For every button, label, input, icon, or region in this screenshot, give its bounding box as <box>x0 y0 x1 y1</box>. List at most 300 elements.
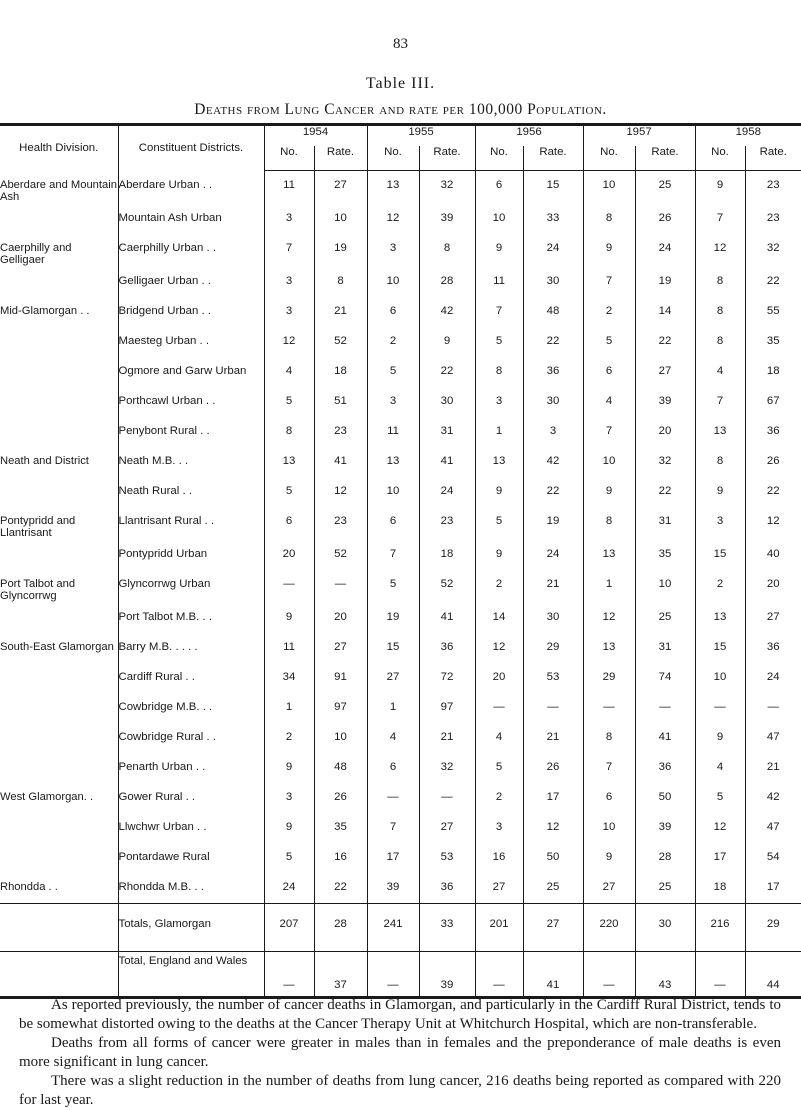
rate-cell: — <box>745 693 801 723</box>
deaths-cell: — <box>583 693 635 723</box>
deaths-cell: 3 <box>475 813 523 843</box>
total-rate-cell: 27 <box>523 903 583 951</box>
deaths-cell: 27 <box>583 873 635 904</box>
district-cell: Pontypridd Urban <box>118 540 264 570</box>
deaths-cell: 2 <box>475 783 523 813</box>
rate-cell: 41 <box>314 447 367 477</box>
district-cell: Aberdare Urban . . <box>118 171 264 204</box>
rate-cell: 19 <box>523 507 583 540</box>
deaths-cell: 10 <box>583 171 635 204</box>
rate-cell: 22 <box>523 327 583 357</box>
year-header: 1956 <box>475 125 583 147</box>
rate-header: Rate. <box>314 146 367 171</box>
rate-cell: 22 <box>745 477 801 507</box>
deaths-cell: 6 <box>367 297 419 327</box>
deaths-cell: 7 <box>583 417 635 447</box>
deaths-cell: 13 <box>367 447 419 477</box>
totals-label: Total, England and Wales <box>118 951 264 997</box>
totals-row <box>0 951 801 997</box>
deaths-cell: 12 <box>695 813 745 843</box>
rate-cell: 17 <box>745 873 801 904</box>
rate-cell: 35 <box>745 327 801 357</box>
rate-cell: 12 <box>745 507 801 540</box>
health-division-cell: Caerphilly and Gelligaer <box>0 241 72 266</box>
rate-cell: 20 <box>745 570 801 603</box>
health-division-cell: Pontypridd and Llantrisant <box>0 514 76 539</box>
deaths-cell: 20 <box>264 540 314 570</box>
paragraph: There was a slight reduction in the number of deaths from lung cancer, 216 deaths being reported as compared with 220 for last year. <box>19 1073 781 1108</box>
health-division-cell <box>0 540 118 570</box>
deaths-cell: 4 <box>583 387 635 417</box>
rate-cell: 39 <box>635 813 695 843</box>
total-rate-cell: 30 <box>635 903 695 951</box>
deaths-cell: 6 <box>264 507 314 540</box>
rate-cell: 3 <box>523 417 583 447</box>
rate-cell: 23 <box>314 417 367 447</box>
total-rate-cell: 29 <box>745 903 801 951</box>
deaths-cell: 1 <box>475 417 523 447</box>
deaths-cell: 5 <box>264 843 314 873</box>
rate-cell: 47 <box>745 723 801 753</box>
rate-cell: 27 <box>314 633 367 663</box>
deaths-cell: 16 <box>475 843 523 873</box>
health-division-cell <box>0 327 118 357</box>
deaths-cell: 29 <box>583 663 635 693</box>
rate-cell: 22 <box>419 357 475 387</box>
rate-cell: 16 <box>314 843 367 873</box>
total-rate-cell: 44 <box>745 951 801 997</box>
rate-cell: 39 <box>419 204 475 234</box>
rate-cell: 50 <box>523 843 583 873</box>
rate-cell: 18 <box>314 357 367 387</box>
total-deaths-cell: — <box>475 951 523 997</box>
table-row <box>0 570 801 603</box>
rate-cell: 22 <box>523 477 583 507</box>
table-subtitle <box>0 101 801 119</box>
rate-header: Rate. <box>419 146 475 171</box>
rate-cell: 22 <box>635 327 695 357</box>
rate-cell: 31 <box>419 417 475 447</box>
table-row <box>0 843 801 873</box>
table-row <box>0 507 801 540</box>
deaths-cell: 9 <box>583 234 635 267</box>
rate-cell: 91 <box>314 663 367 693</box>
health-division-cell: South-East Glamorgan <box>0 640 114 653</box>
rate-cell: 25 <box>523 873 583 904</box>
district-cell: Gelligaer Urban . . <box>118 267 264 297</box>
rate-cell: 20 <box>635 417 695 447</box>
district-cell: Pontardawe Rural <box>118 843 264 873</box>
health-division-cell: Aberdare and Mountain Ash <box>0 178 117 203</box>
rate-cell: 36 <box>745 633 801 663</box>
rate-cell: 32 <box>635 447 695 477</box>
no-header: No. <box>367 146 419 171</box>
deaths-cell: 7 <box>695 204 745 234</box>
health-division-cell <box>0 603 118 633</box>
total-deaths-cell: 207 <box>264 903 314 951</box>
rate-cell: 23 <box>745 171 801 204</box>
district-cell: Rhondda M.B. . . <box>118 873 264 904</box>
table-row <box>0 693 801 723</box>
deaths-cell: 7 <box>264 234 314 267</box>
district-cell: Llantrisant Rural . . <box>118 507 264 540</box>
total-rate-cell: 41 <box>523 951 583 997</box>
rate-cell: 48 <box>314 753 367 783</box>
rate-cell: 52 <box>314 327 367 357</box>
rate-cell: 51 <box>314 387 367 417</box>
district-cell: Ogmore and Garw Urban <box>118 357 264 387</box>
deaths-cell: 2 <box>475 570 523 603</box>
deaths-cell: 6 <box>583 357 635 387</box>
deaths-cell: 5 <box>583 327 635 357</box>
health-division-cell <box>0 753 118 783</box>
deaths-cell: 19 <box>367 603 419 633</box>
deaths-cell: 11 <box>367 417 419 447</box>
health-division-cell <box>0 723 118 753</box>
rate-cell: 10 <box>314 723 367 753</box>
district-cell: Llwchwr Urban . . <box>118 813 264 843</box>
health-division-cell <box>0 477 118 507</box>
deaths-cell: 4 <box>695 753 745 783</box>
rate-cell: 48 <box>523 297 583 327</box>
deaths-cell: 1 <box>367 693 419 723</box>
rate-cell: 30 <box>523 387 583 417</box>
empty-cell <box>0 951 118 997</box>
deaths-cell: 2 <box>583 297 635 327</box>
rate-cell: 26 <box>745 447 801 477</box>
deaths-cell: 3 <box>264 204 314 234</box>
rate-cell: 28 <box>419 267 475 297</box>
deaths-cell: 6 <box>367 753 419 783</box>
deaths-cell: 7 <box>475 297 523 327</box>
deaths-cell: 12 <box>367 204 419 234</box>
rate-cell: 26 <box>314 783 367 813</box>
deaths-cell: 8 <box>695 327 745 357</box>
deaths-cell: 3 <box>264 267 314 297</box>
total-rate-cell: 39 <box>419 951 475 997</box>
rate-cell: 32 <box>419 171 475 204</box>
deaths-cell: — <box>264 570 314 603</box>
table-row <box>0 297 801 327</box>
rate-cell: 36 <box>523 357 583 387</box>
rate-cell: 31 <box>635 507 695 540</box>
health-division-cell: Port Talbot and Glyncorrwg <box>0 577 76 602</box>
deaths-cell: 13 <box>695 417 745 447</box>
deaths-cell: 12 <box>583 603 635 633</box>
paragraph: Deaths from all forms of cancer were greater in males than in females and the preponderance of male deaths is even more significant in lung cancer. <box>19 1035 781 1070</box>
table-row <box>0 723 801 753</box>
deaths-cell: 5 <box>367 357 419 387</box>
deaths-cell: — <box>695 693 745 723</box>
rate-cell: 22 <box>745 267 801 297</box>
rate-cell: 26 <box>523 753 583 783</box>
deaths-cell: 9 <box>583 843 635 873</box>
deaths-cell: 8 <box>264 417 314 447</box>
rate-header: Rate. <box>523 146 583 171</box>
district-cell: Barry M.B. . . . . <box>118 633 264 663</box>
deaths-cell: 9 <box>475 477 523 507</box>
district-cell: Neath Rural . . <box>118 477 264 507</box>
deaths-cell: 3 <box>367 387 419 417</box>
rate-cell: 25 <box>635 603 695 633</box>
rate-cell: 12 <box>523 813 583 843</box>
district-cell: Bridgend Urban . . <box>118 297 264 327</box>
deaths-cell: 10 <box>583 813 635 843</box>
empty-cell <box>0 903 118 951</box>
rate-cell: 19 <box>314 234 367 267</box>
deaths-cell: 11 <box>264 171 314 204</box>
deaths-cell: 9 <box>475 234 523 267</box>
rate-cell: 24 <box>523 540 583 570</box>
deaths-cell: 5 <box>264 477 314 507</box>
rate-cell: 54 <box>745 843 801 873</box>
deaths-cell: 7 <box>367 813 419 843</box>
deaths-cell: 8 <box>583 723 635 753</box>
health-division-cell <box>0 813 118 843</box>
rate-cell: 9 <box>419 327 475 357</box>
rate-cell: 52 <box>314 540 367 570</box>
total-deaths-cell: 241 <box>367 903 419 951</box>
rate-cell: 8 <box>314 267 367 297</box>
deaths-cell: 4 <box>264 357 314 387</box>
deaths-cell: 9 <box>264 813 314 843</box>
health-division-cell: Neath and District <box>0 454 89 467</box>
deaths-cell: 7 <box>583 753 635 783</box>
rate-cell: 40 <box>745 540 801 570</box>
rate-cell: 14 <box>635 297 695 327</box>
deaths-cell: 17 <box>367 843 419 873</box>
deaths-cell: 7 <box>583 267 635 297</box>
rate-cell: 27 <box>314 171 367 204</box>
deaths-cell: 18 <box>695 873 745 904</box>
table-title: Table III. <box>365 75 436 92</box>
deaths-cell: 3 <box>695 507 745 540</box>
table-row <box>0 327 801 357</box>
total-deaths-cell: — <box>264 951 314 997</box>
total-deaths-cell: — <box>695 951 745 997</box>
rate-cell: 36 <box>419 633 475 663</box>
health-division-cell: Rhondda . . <box>0 880 58 893</box>
rate-cell: 33 <box>523 204 583 234</box>
rate-cell: 35 <box>314 813 367 843</box>
deaths-cell: 3 <box>264 783 314 813</box>
table-row <box>0 267 801 297</box>
deaths-cell: 10 <box>367 477 419 507</box>
year-header: 1957 <box>583 125 695 147</box>
no-header: No. <box>475 146 523 171</box>
rate-cell: — <box>314 570 367 603</box>
rate-cell: 41 <box>419 447 475 477</box>
deaths-cell: 13 <box>475 447 523 477</box>
rate-cell: 8 <box>419 234 475 267</box>
district-cell: Penybont Rural . . <box>118 417 264 447</box>
district-cell: Neath M.B. . . <box>118 447 264 477</box>
deaths-cell: — <box>367 783 419 813</box>
rate-cell: 27 <box>635 357 695 387</box>
notes <box>19 996 781 1110</box>
rate-cell: 30 <box>523 603 583 633</box>
table-row <box>0 477 801 507</box>
deaths-cell: 13 <box>583 633 635 663</box>
rate-cell: 25 <box>635 873 695 904</box>
rate-cell: 22 <box>635 477 695 507</box>
page-number: 83 <box>393 36 408 52</box>
deaths-cell: 10 <box>583 447 635 477</box>
deaths-cell: 4 <box>475 723 523 753</box>
deaths-cell: 3 <box>475 387 523 417</box>
total-deaths-cell: 220 <box>583 903 635 951</box>
deaths-cell: 8 <box>695 447 745 477</box>
rate-cell: 41 <box>419 603 475 633</box>
deaths-cell: 9 <box>695 723 745 753</box>
health-division-cell <box>0 387 118 417</box>
deaths-cell: 9 <box>583 477 635 507</box>
deaths-cell: 9 <box>475 540 523 570</box>
deaths-cell: 8 <box>583 204 635 234</box>
rate-cell: 23 <box>745 204 801 234</box>
rate-cell: 47 <box>745 813 801 843</box>
rate-cell: 21 <box>314 297 367 327</box>
deaths-cell: 5 <box>695 783 745 813</box>
table-subtitle-text: Deaths from Lung Cancer and rate per 100,000 Population. <box>194 101 607 118</box>
district-cell: Cowbridge M.B. . . <box>118 693 264 723</box>
lung-cancer-table <box>0 123 801 999</box>
rate-cell: 42 <box>523 447 583 477</box>
deaths-cell: 9 <box>695 171 745 204</box>
deaths-cell: 12 <box>264 327 314 357</box>
deaths-cell: 12 <box>475 633 523 663</box>
total-rate-cell: 43 <box>635 951 695 997</box>
rate-header: Rate. <box>745 146 801 171</box>
rate-cell: 10 <box>635 570 695 603</box>
rate-cell: 18 <box>745 357 801 387</box>
deaths-cell: 5 <box>475 753 523 783</box>
rate-cell: — <box>523 693 583 723</box>
rate-cell: 31 <box>635 633 695 663</box>
rate-cell: 67 <box>745 387 801 417</box>
rate-cell: 42 <box>419 297 475 327</box>
rate-cell: 42 <box>745 783 801 813</box>
deaths-cell: 3 <box>367 234 419 267</box>
total-rate-cell: 37 <box>314 951 367 997</box>
rate-cell: 21 <box>419 723 475 753</box>
deaths-cell: 8 <box>583 507 635 540</box>
rate-cell: 53 <box>419 843 475 873</box>
deaths-cell: 12 <box>695 234 745 267</box>
rate-cell: 24 <box>635 234 695 267</box>
rate-cell: 36 <box>745 417 801 447</box>
no-header: No. <box>583 146 635 171</box>
health-division-cell <box>0 267 118 297</box>
table-row <box>0 540 801 570</box>
deaths-cell: 15 <box>367 633 419 663</box>
rate-cell: 55 <box>745 297 801 327</box>
district-cell: Porthcawl Urban . . <box>118 387 264 417</box>
rate-cell: 24 <box>523 234 583 267</box>
deaths-cell: 10 <box>475 204 523 234</box>
year-header: 1954 <box>264 125 367 147</box>
deaths-cell: 1 <box>583 570 635 603</box>
rate-cell: 10 <box>314 204 367 234</box>
table-row <box>0 633 801 663</box>
deaths-cell: 14 <box>475 603 523 633</box>
table-body <box>0 171 801 998</box>
rate-cell: 35 <box>635 540 695 570</box>
rate-cell: 18 <box>419 540 475 570</box>
totals-label: Totals, Glamorgan <box>118 903 264 951</box>
deaths-cell: 15 <box>695 540 745 570</box>
deaths-cell: 11 <box>475 267 523 297</box>
deaths-cell: 8 <box>695 267 745 297</box>
health-division-cell <box>0 663 118 693</box>
rate-cell: 22 <box>314 873 367 904</box>
health-division-cell <box>0 417 118 447</box>
deaths-cell: 15 <box>695 633 745 663</box>
deaths-cell: 1 <box>264 693 314 723</box>
rate-cell: 26 <box>635 204 695 234</box>
year-header: 1955 <box>367 125 475 147</box>
deaths-cell: 4 <box>695 357 745 387</box>
rate-cell: 74 <box>635 663 695 693</box>
total-deaths-cell: — <box>583 951 635 997</box>
rate-header: Rate. <box>635 146 695 171</box>
district-cell: Penarth Urban . . <box>118 753 264 783</box>
deaths-cell: 13 <box>264 447 314 477</box>
district-cell: Caerphilly Urban . . <box>118 234 264 267</box>
deaths-cell: 9 <box>264 753 314 783</box>
rate-cell: 28 <box>635 843 695 873</box>
district-cell: Gower Rural . . <box>118 783 264 813</box>
health-division-cell: West Glamorgan. . <box>0 790 94 803</box>
deaths-cell: 11 <box>264 633 314 663</box>
rate-cell: 52 <box>419 570 475 603</box>
table-row <box>0 603 801 633</box>
rate-cell: 30 <box>523 267 583 297</box>
rate-cell: 72 <box>419 663 475 693</box>
health-division-header: Health Division. <box>0 125 118 171</box>
deaths-cell: — <box>475 693 523 723</box>
deaths-cell: 5 <box>264 387 314 417</box>
table-row <box>0 357 801 387</box>
deaths-cell: 13 <box>367 171 419 204</box>
rate-cell: 53 <box>523 663 583 693</box>
rate-cell: 36 <box>635 753 695 783</box>
deaths-cell: 13 <box>695 603 745 633</box>
health-division-cell: Mid-Glamorgan . . <box>0 304 90 317</box>
rate-cell: 30 <box>419 387 475 417</box>
table-row <box>0 171 801 204</box>
deaths-cell: 2 <box>367 327 419 357</box>
rate-cell: 19 <box>635 267 695 297</box>
rate-cell: 50 <box>635 783 695 813</box>
rate-cell: 29 <box>523 633 583 663</box>
table-row <box>0 873 801 904</box>
deaths-cell: 4 <box>367 723 419 753</box>
deaths-cell: 34 <box>264 663 314 693</box>
rate-cell: 24 <box>419 477 475 507</box>
rate-cell: 21 <box>523 723 583 753</box>
health-division-cell <box>0 843 118 873</box>
rate-cell: 32 <box>745 234 801 267</box>
deaths-cell: 5 <box>475 507 523 540</box>
deaths-cell: 7 <box>367 540 419 570</box>
rate-cell: 20 <box>314 603 367 633</box>
deaths-cell: 5 <box>367 570 419 603</box>
deaths-cell: 39 <box>367 873 419 904</box>
rate-cell: 12 <box>314 477 367 507</box>
deaths-cell: 10 <box>367 267 419 297</box>
deaths-cell: 13 <box>583 540 635 570</box>
